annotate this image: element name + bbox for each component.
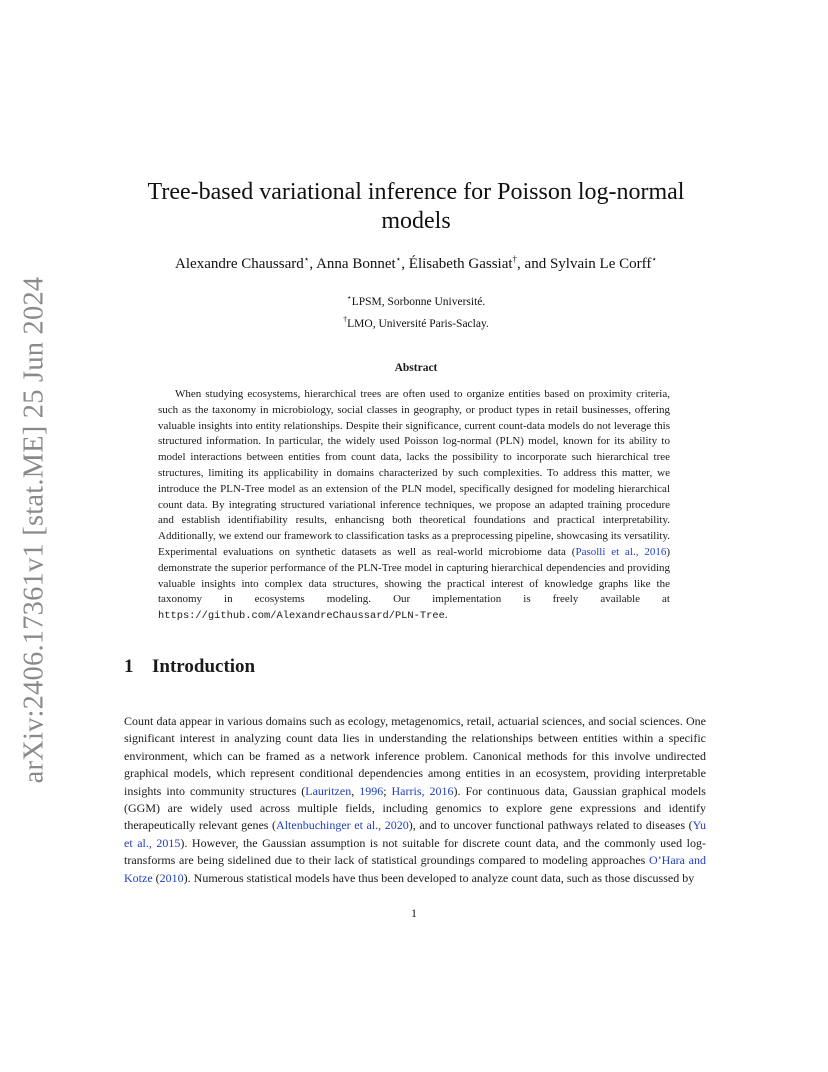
text-run: ;: [383, 783, 392, 798]
section-heading: [124, 656, 255, 678]
text-run: When studying ecosystems, hierarchical trees are often used to organize entities based on proximity criteria, such as the taxonomy in microbiology, social classes in geography, or product types in retail businesses, offering valuable insights into entity relationships. Despite their significance, current count-data models do not leverage this structured information. In particular, the widely used Poisson log-normal (PLN) model, known for its ability to model interactions between entities from count data, lacks the possibility to incorporate such hierarchical tree structures, limiting its applicability in domains characterized by such complexities. To address this matter, we introduce the PLN-Tree model as an extension of the PLN model, specifically designed for modeling hierarchical count data. By integrating structured variational inference techniques, we propose an adapted training procedure and establish identifiability results, enhancisng both theoretical foundations and practical interpretability. Additionally, we extend our framework to classification tasks as a preprocessing pipeline, showcasing its versatility. Experimental evaluations on synthetic datasets as well as real-world microbiome data (: [158, 388, 670, 558]
text-run: ). For continuous data, Gaussian graphical models (GGM) are widely used across multiple fields, including genomics to explore gene expressions and identify therapeutically relevant genes (: [124, 783, 706, 833]
citation-link[interactable]: 1996: [359, 783, 384, 798]
author-name: Élisabeth Gassiat: [408, 256, 513, 272]
author-separator: ,: [309, 256, 317, 272]
affiliation-text: LPSM, Sorbonne Université.: [351, 296, 486, 308]
repository-url[interactable]: https://github.com/AlexandreChaussard/PLN-Tree: [158, 610, 445, 623]
abstract-heading: Abstract: [394, 362, 438, 374]
text-run: ). However, the Gaussian assumption is not suitable for discrete count data, and the commonly used log-transforms are being sidelined due to their lack of statistical groundings compared to modeling approaches: [124, 835, 706, 868]
abstract-body: [158, 387, 670, 625]
citation-link[interactable]: 2010: [159, 870, 184, 885]
arxiv-id: arXiv:2406.17361v1 [stat.ME] 25 Jun 2024: [18, 276, 49, 784]
author-name: Sylvain Le Corff: [549, 256, 652, 272]
affiliation-mark: †: [343, 315, 348, 324]
affiliation: [110, 289, 722, 311]
author-separator: ,: [401, 256, 409, 272]
affiliation-mark: ⋆: [395, 254, 402, 264]
affiliation-list: [110, 289, 722, 333]
text-run: ) demonstrate the superior performance of the PLN-Tree model in capturing hierarchical dependencies and providing valuable insights into complex data structures, showing the practical interest of knowledge graphs like the taxonomy in ecosystems modeling. Our implementation is freely available at: [158, 545, 670, 606]
citation-link[interactable]: Pasolli et al., 2016: [575, 545, 667, 558]
arxiv-stamp: [14, 276, 54, 784]
section-title: Introduction: [152, 656, 256, 677]
citation-link[interactable]: Yu et al., 2015: [124, 818, 706, 850]
author-name: Alexandre Chaussard: [175, 256, 304, 272]
affiliation-mark: ⋆: [346, 293, 352, 302]
citation-link[interactable]: O’Hara and Kotze: [124, 853, 706, 885]
author-list: [110, 254, 722, 273]
text-run: .: [444, 609, 448, 622]
citation-link[interactable]: Harris, 2016: [391, 783, 454, 798]
citation-link[interactable]: Lauritzen: [305, 783, 352, 798]
author-name: Anna Bonnet: [316, 256, 396, 272]
section-number: 1: [124, 656, 134, 677]
text-run: ), and to uncover functional pathways related to diseases (: [408, 818, 693, 833]
text-run: ,: [351, 783, 360, 798]
introduction-body: [124, 713, 706, 887]
text-run: (: [152, 870, 160, 885]
author-separator: , and: [517, 256, 550, 272]
text-run: ). Numerous statistical models have thus been developed to analyze count data, such as those discussed by: [183, 870, 695, 885]
paper-title: Tree-based variational inference for Poisson log-normal models: [147, 179, 685, 234]
page-number: 1: [411, 906, 417, 920]
affiliation-text: LMO, Université Paris-Saclay.: [347, 318, 489, 330]
affiliation: [110, 311, 722, 333]
citation-link[interactable]: Altenbuchinger et al., 2020: [276, 818, 409, 833]
affiliation-mark: ⋆: [303, 254, 310, 264]
affiliation-mark: †: [512, 254, 518, 264]
affiliation-mark: ⋆: [651, 254, 657, 264]
text-run: Count data appear in various domains such as ecology, metagenomics, retail, actuarial sciences, and social sciences. One significant interest in analyzing count data lies in understanding the relationships between entities within a specific environment, which can be framed as a network inference problem. Canonical methods for this involve undirected graphical models, which represent conditional dependencies among entities in an ecosystem, providing interpretable insights into community structures (: [124, 714, 706, 798]
